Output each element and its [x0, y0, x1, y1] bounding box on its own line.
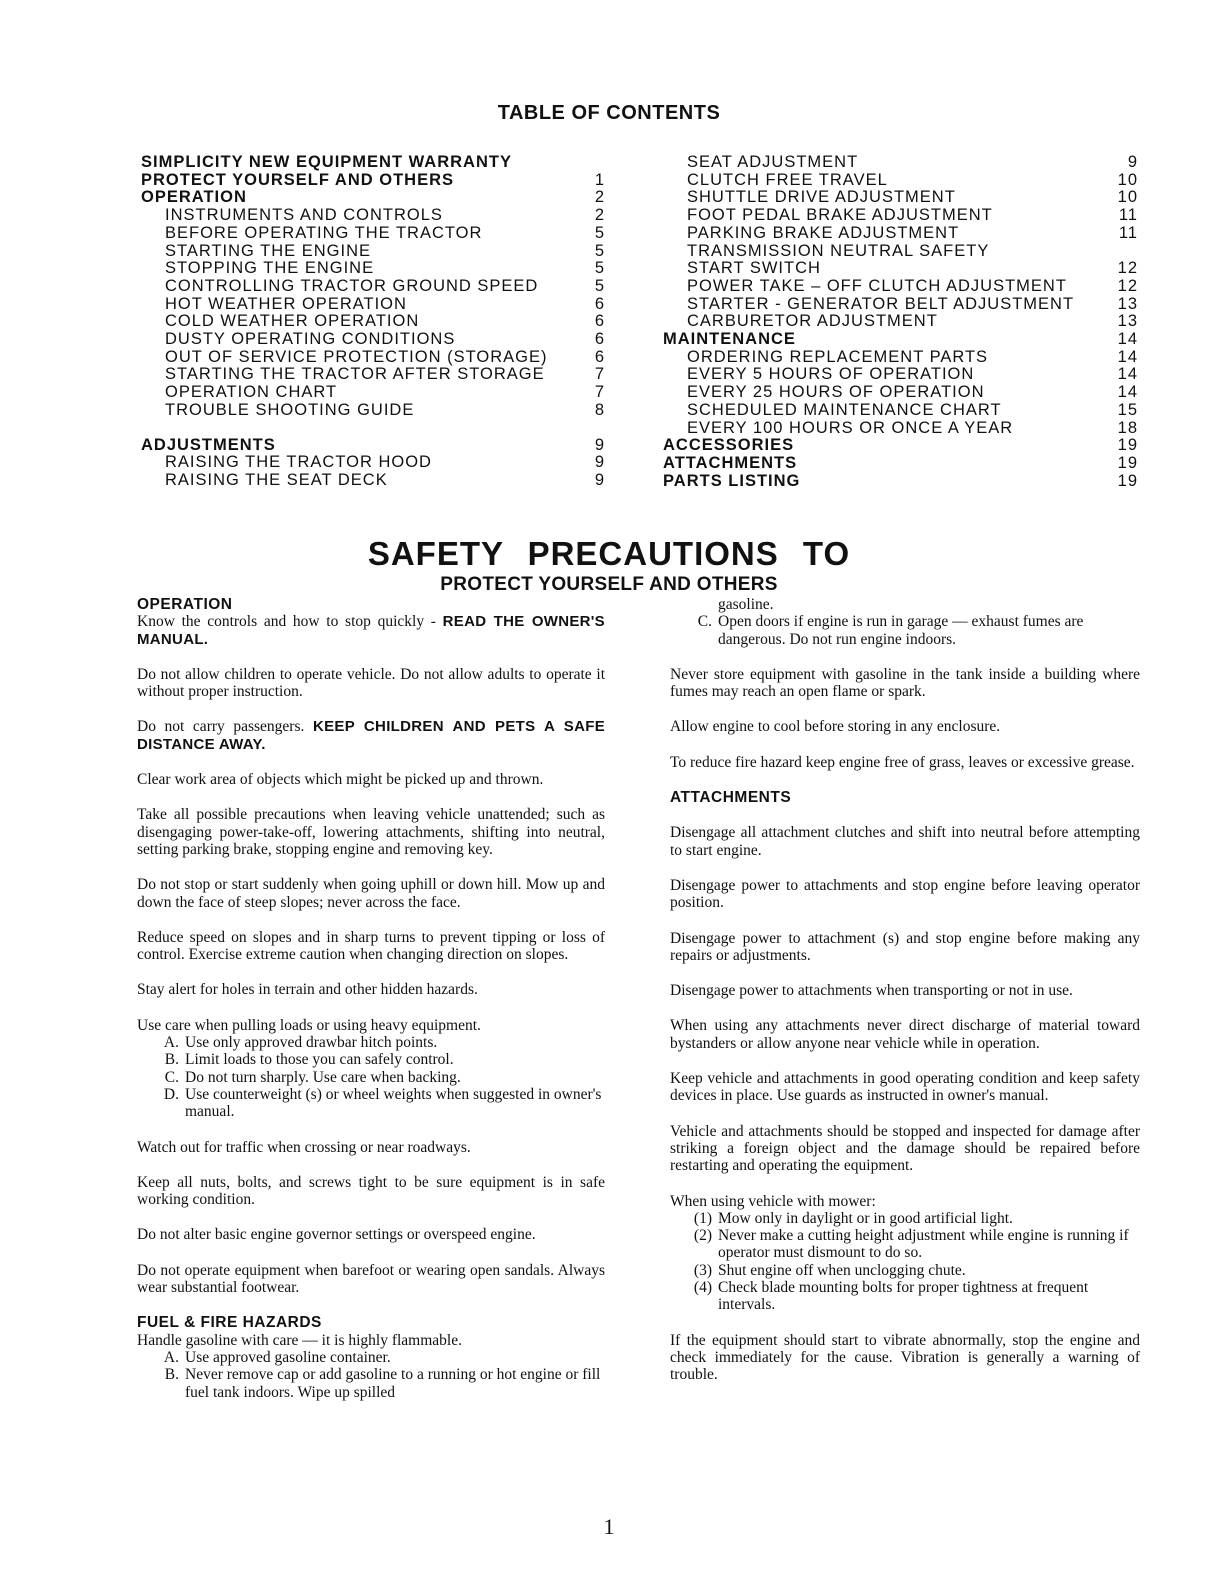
toc-entry-label: TROUBLE SHOOTING GUIDE	[165, 400, 415, 419]
toc-entry-page: 19	[1117, 436, 1138, 455]
page-number: 1	[603, 1514, 615, 1539]
toc-entry-label: SIMPLICITY NEW EQUIPMENT WARRANTY	[141, 153, 512, 171]
toc-entry	[141, 260, 605, 278]
toc-entry-page: 5	[594, 241, 605, 260]
toc-entry-page: 6	[594, 312, 605, 331]
paragraph: Disengage power to attachment (s) and stop engine before making any repairs or adjustments.	[670, 929, 1140, 964]
toc-entry-label: ORDERING REPLACEMENT PARTS	[687, 347, 989, 366]
toc-entry-page: 13	[1117, 294, 1138, 313]
list-item: B. Never remove cap or add gasoline to a running or hot engine or fill fuel tank indoors. Wipe up spilled	[164, 1366, 601, 1401]
toc-entry-page: 18	[1117, 418, 1138, 437]
toc-entry-page: 9	[594, 470, 605, 489]
toc-entry-label: EVERY 100 HOURS OR ONCE A YEAR	[687, 418, 1014, 437]
toc-entry	[663, 207, 1138, 225]
toc-entry-label: FOOT PEDAL BRAKE ADJUSTMENT	[687, 206, 993, 225]
toc-entry	[141, 384, 605, 402]
toc-entry-label: RAISING THE SEAT DECK	[165, 470, 388, 489]
toc-entry	[141, 278, 605, 296]
toc-entry-label: STARTING THE TRACTOR AFTER STORAGE	[165, 365, 545, 384]
paragraph: Keep all nuts, bolts, and screws tight to be sure equipment is in safe working condition.	[137, 1173, 605, 1209]
toc-entry	[663, 384, 1138, 402]
toc-entry-label: OPERATION	[141, 188, 247, 207]
list-item: C. Open doors if engine is run in garage — exhaust fumes are dangerous. Do not run engine indoors.	[697, 613, 1084, 648]
toc-entry-label: DUSTY OPERATING CONDITIONS	[165, 330, 456, 349]
paragraph: Do not alter basic engine governor settings or overspeed engine.	[137, 1226, 536, 1244]
toc-entry	[663, 455, 1138, 473]
paragraph: Never store equipment with gasoline in the tank inside a building where fumes may reach an open flame or spark.	[670, 665, 1140, 701]
paragraph: Watch out for traffic when crossing or near roadways.	[137, 1138, 471, 1156]
toc-entry	[141, 454, 605, 472]
toc-entry	[663, 402, 1138, 420]
safety-title: SAFETY PRECAUTIONS TO	[367, 535, 851, 572]
toc-entry-page: 19	[1117, 453, 1138, 472]
toc-entry	[141, 472, 605, 490]
toc-entry-page	[581, 154, 605, 172]
toc-entry-label: SCHEDULED MAINTENANCE CHART	[687, 400, 1002, 419]
toc-entry	[663, 189, 1138, 207]
toc-entry-label: PARKING BRAKE ADJUSTMENT	[687, 223, 960, 242]
toc-entry-page	[1114, 243, 1138, 261]
toc-entry	[663, 278, 1138, 296]
toc-entry-page: 14	[1117, 330, 1138, 349]
paragraph: Handle gasoline with care — it is highly flammable.	[137, 1331, 462, 1349]
safety-subtitle: PROTECT YOURSELF AND OTHERS	[440, 574, 778, 595]
list-item: (4) Check blade mounting bolts for proper tightness at frequent intervals.	[693, 1279, 1089, 1314]
toc-entry	[141, 243, 605, 261]
toc-entry-page: 11	[1118, 206, 1138, 225]
list-item: C. Do not turn sharply. Use care when backing.	[164, 1068, 461, 1086]
safety-left-column	[137, 596, 605, 1419]
toc-entry-label: POWER TAKE – OFF CLUTCH ADJUSTMENT	[687, 276, 1067, 295]
toc-entry-label: STOPPING THE ENGINE	[165, 259, 375, 278]
toc-entry-label: OPERATION CHART	[165, 383, 338, 402]
toc-entry-label: EVERY 25 HOURS OF OPERATION	[687, 383, 985, 402]
toc-left-column	[141, 154, 605, 490]
toc-entry-page: 10	[1117, 188, 1138, 207]
toc-entry	[141, 296, 605, 314]
toc-entry	[141, 331, 605, 349]
paragraph: If the equipment should start to vibrate abnormally, stop the engine and check immediately for the cause. Vibration is generally a warning of trouble.	[670, 1331, 1140, 1384]
toc-right-column	[663, 154, 1138, 490]
toc-entry	[663, 296, 1138, 314]
toc-entry-page: 12	[1117, 259, 1138, 278]
toc-entry-label: ATTACHMENTS	[663, 453, 798, 472]
toc-entry	[663, 331, 1138, 349]
list-item-continued: gasoline.	[718, 596, 774, 613]
toc-entry	[663, 172, 1138, 190]
paragraph: Take all possible precautions when leaving vehicle unattended; such as disengaging power-take-off, lowering attachments, shifting into neutral, setting parking brake, stopping engine and removing key.	[137, 806, 605, 858]
toc-entry	[663, 437, 1138, 455]
paragraph: Disengage all attachment clutches and shift into neutral before attempting to start engine.	[670, 824, 1140, 859]
toc-entry-label: OUT OF SERVICE PROTECTION (STORAGE)	[165, 347, 548, 366]
toc-entry-label: STARTING THE ENGINE	[165, 241, 372, 260]
toc-entry-page: 6	[594, 347, 605, 366]
toc-entry-page: 5	[594, 276, 605, 295]
toc-entry-page: 2	[594, 188, 605, 207]
toc-entry-label: TRANSMISSION NEUTRAL SAFETY	[687, 241, 990, 260]
toc-entry-label: PARTS LISTING	[663, 471, 801, 490]
toc-entry-page: 7	[594, 383, 605, 402]
list-item: D. Use counterweight (s) or wheel weights when suggested in owner's manual.	[163, 1085, 602, 1121]
toc-entry-page: 5	[594, 223, 605, 242]
toc-entry	[663, 225, 1138, 243]
paragraph: Vehicle and attachments should be stopped and inspected for damage after striking a foreign object and the damage should be repaired before restarting and operating the equipment.	[670, 1122, 1140, 1175]
toc-entry	[663, 349, 1138, 367]
toc-entry-label: EVERY 5 HOURS OF OPERATION	[687, 365, 975, 384]
paragraph: Do not carry passengers. KEEP CHILDREN AND PETS A SAFE DISTANCE AWAY.	[137, 718, 605, 753]
toc-entry-label: SEAT ADJUSTMENT	[687, 153, 859, 171]
toc-entry-page: 1	[594, 170, 605, 189]
toc-entry-page: 8	[594, 400, 605, 419]
safety-right-column	[670, 596, 1140, 1402]
toc-entry-page: 9	[1127, 153, 1138, 171]
list-item: (3) Shut engine off when unclogging chute.	[693, 1261, 966, 1279]
toc-entry	[141, 207, 605, 225]
toc-entry	[663, 313, 1138, 331]
toc-entry-label: CARBURETOR ADJUSTMENT	[687, 312, 938, 331]
toc-entry-page: 6	[594, 330, 605, 349]
toc-entry-label: STARTER - GENERATOR BELT ADJUSTMENT	[687, 294, 1075, 313]
toc-entry-page: 10	[1117, 170, 1138, 189]
list-item: (1) Mow only in daylight or in good artificial light.	[693, 1209, 1013, 1227]
list-item: A. Use approved gasoline container.	[163, 1348, 391, 1366]
toc-entry-page: 19	[1117, 471, 1138, 490]
fuel-list	[137, 1349, 605, 1401]
paragraph: Use care when pulling loads or using heavy equipment.	[137, 1016, 481, 1034]
paragraph: Do not allow children to operate vehicle. Do not allow adults to operate it without proper instruction.	[137, 665, 605, 701]
list-item: (2) Never make a cutting height adjustment while engine is running if operator must dismount to do so.	[693, 1227, 1129, 1262]
toc-entry-page: 11	[1118, 223, 1138, 242]
paragraph: Do not stop or start suddenly when going uphill or down hill. Mow up and down the face of steep slopes; never across the face.	[137, 876, 605, 911]
toc-entry-label: ADJUSTMENTS	[141, 435, 276, 454]
toc-entry-label: CONTROLLING TRACTOR GROUND SPEED	[165, 276, 539, 295]
paragraph: Disengage power to attachments when transporting or not in use.	[670, 982, 1073, 1000]
toc-entry-label: CLUTCH FREE TRAVEL	[687, 170, 888, 189]
toc-entry-label: ACCESSORIES	[663, 436, 795, 455]
toc-entry	[663, 154, 1138, 172]
toc-entry-label: SHUTTLE DRIVE ADJUSTMENT	[687, 188, 956, 207]
fuel-heading: FUEL & FIRE HAZARDS	[137, 1314, 322, 1332]
toc-entry-page: 9	[594, 453, 605, 472]
list-item: B. Limit loads to those you can safely control.	[164, 1051, 454, 1069]
toc-entry-page: 13	[1117, 312, 1138, 331]
toc-entry-label: INSTRUMENTS AND CONTROLS	[165, 206, 443, 225]
toc-entry-page: 15	[1117, 400, 1138, 419]
toc-entry-label: HOT WEATHER OPERATION	[165, 294, 407, 313]
toc-entry-page: 14	[1117, 365, 1138, 384]
toc-entry	[663, 243, 1138, 261]
toc-entry	[663, 473, 1138, 491]
toc-entry	[141, 349, 605, 367]
paragraph: Disengage power to attachments and stop engine before leaving operator position.	[670, 876, 1140, 912]
toc-entry-label: BEFORE OPERATING THE TRACTOR	[165, 223, 483, 242]
toc-entry-page: 14	[1117, 383, 1138, 402]
paragraph: Do not operate equipment when barefoot or wearing open sandals. Always wear substantial footwear.	[137, 1261, 605, 1297]
paragraph: Allow engine to cool before storing in any enclosure.	[670, 718, 1001, 736]
paragraph: When using vehicle with mower:	[670, 1192, 876, 1210]
toc-entry	[141, 313, 605, 331]
toc-entry-page: 12	[1117, 276, 1138, 295]
operation-heading: OPERATION	[137, 596, 233, 613]
toc-entry	[663, 420, 1138, 438]
loads-list	[137, 1034, 605, 1120]
toc-entry-page: 6	[594, 294, 605, 313]
paragraph: Keep vehicle and attachments in good operating condition and keep safety devices in place. Use guards as instructed in owner's manual.	[670, 1070, 1140, 1105]
toc-entry-page: 7	[594, 365, 605, 384]
paragraph: Clear work area of objects which might be picked up and thrown.	[137, 771, 544, 789]
mower-list	[670, 1210, 1140, 1314]
toc-entry-page: 5	[594, 259, 605, 278]
paragraph: Know the controls and how to stop quickly - READ THE OWNER'S MANUAL.	[137, 613, 605, 648]
toc-entry	[141, 172, 605, 190]
paragraph: Stay alert for holes in terrain and other hidden hazards.	[137, 981, 478, 999]
toc-entry	[141, 189, 605, 207]
toc-entry	[141, 366, 605, 384]
attachments-heading: ATTACHMENTS	[670, 789, 792, 807]
toc-entry-page: 2	[594, 206, 605, 225]
toc-entry	[141, 402, 605, 420]
paragraph: When using any attachments never direct discharge of material toward bystanders or allow anyone near vehicle while in operation.	[670, 1017, 1140, 1052]
toc-title: TABLE OF CONTENTS	[497, 102, 721, 124]
toc-entry	[141, 154, 605, 172]
toc-entry-label: START SWITCH	[687, 259, 821, 278]
toc-entry-label: COLD WEATHER OPERATION	[165, 312, 420, 331]
toc-entry	[141, 437, 605, 455]
list-item: A. Use only approved drawbar hitch points.	[163, 1034, 438, 1052]
toc-entry-page: 14	[1117, 347, 1138, 366]
toc-entry	[663, 366, 1138, 384]
toc-entry-label: PROTECT YOURSELF AND OTHERS	[141, 170, 455, 189]
paragraph: Reduce speed on slopes and in sharp turns to prevent tipping or loss of control. Exercise extreme caution when changing direction on slopes.	[137, 928, 605, 964]
toc-entry	[663, 260, 1138, 278]
toc-entry-label: MAINTENANCE	[663, 330, 796, 349]
toc-entry-label: RAISING THE TRACTOR HOOD	[165, 453, 432, 472]
fuel-list-continued	[670, 596, 1140, 648]
paragraph: To reduce fire hazard keep engine free of grass, leaves or excessive grease.	[670, 753, 1135, 771]
toc-entry	[141, 225, 605, 243]
toc-entry-page: 9	[594, 435, 605, 454]
